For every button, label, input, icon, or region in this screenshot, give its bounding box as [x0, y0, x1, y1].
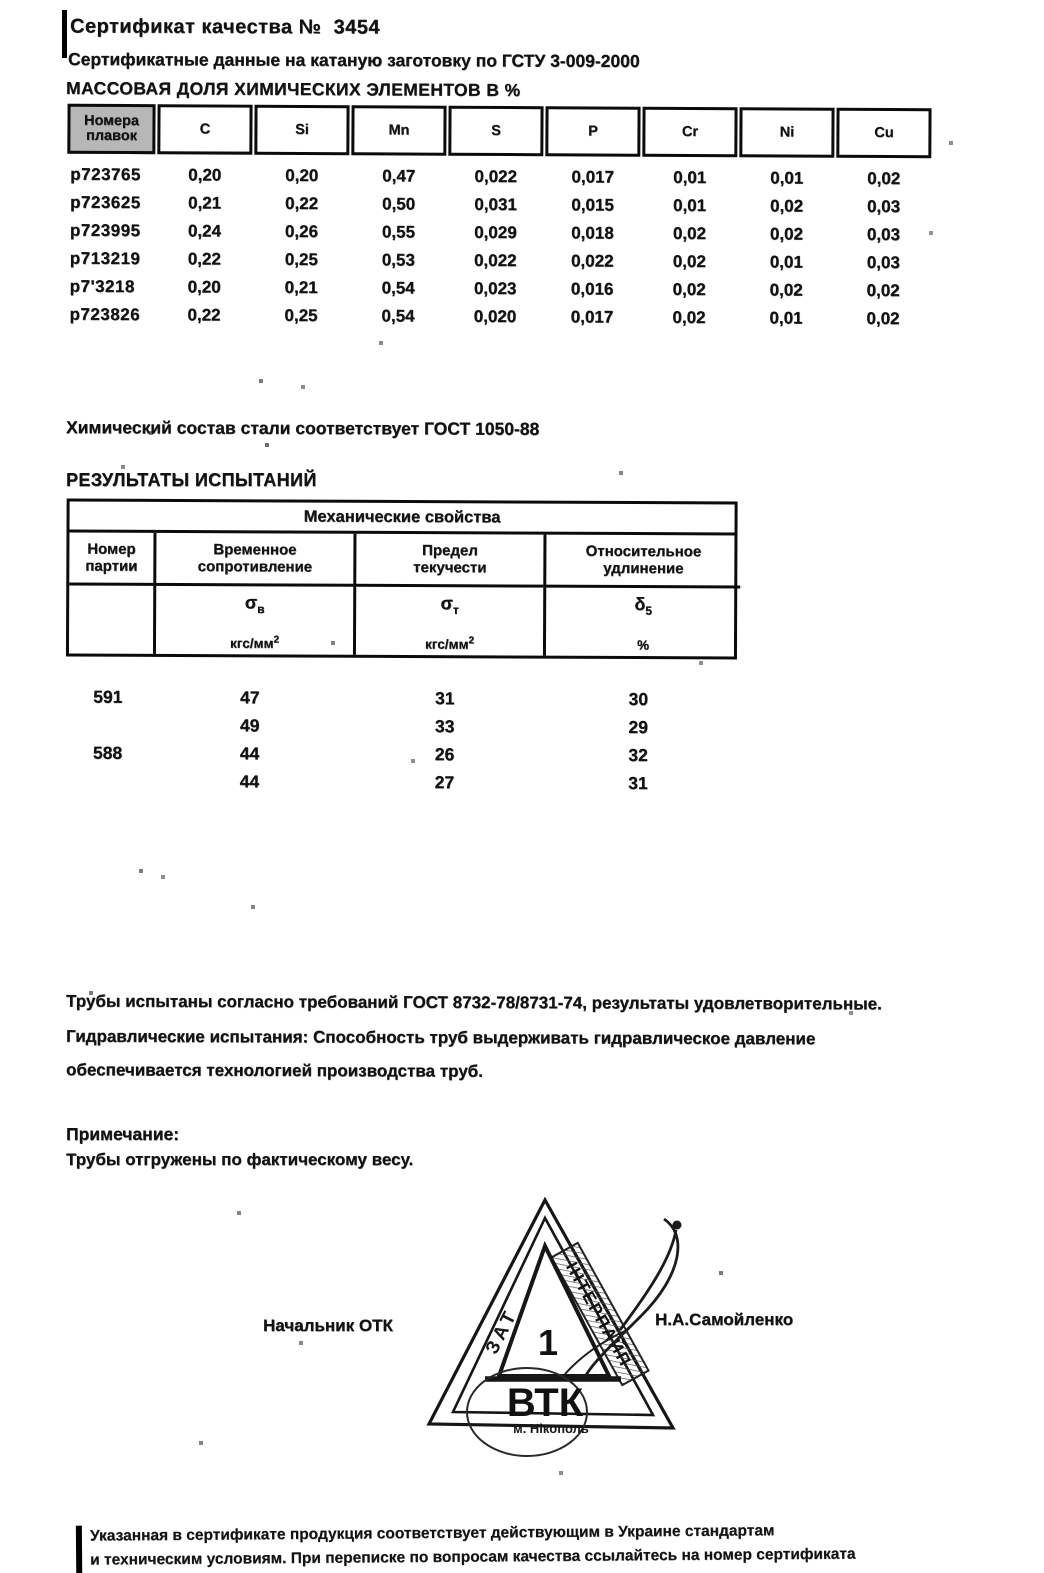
- chem-cell: 0,02: [866, 280, 900, 301]
- chem-compliance-note: Химический состав стали соответствует ГОСТ 1050-88: [65, 417, 540, 439]
- chem-cell: 0,50: [381, 194, 416, 214]
- mech-cell: 31: [628, 772, 648, 794]
- chem-cell: 0,02: [769, 224, 804, 244]
- chem-cell: 0,24: [187, 221, 222, 241]
- mech-units-tensile: [153, 586, 353, 655]
- mech-cell: 33: [434, 716, 455, 737]
- chem-header-c: C: [157, 104, 252, 154]
- chem-cell: 0,01: [769, 252, 803, 272]
- chem-cell: 0,21: [284, 277, 318, 298]
- chem-cell: 0,25: [284, 305, 318, 326]
- chem-header-mn: Mn: [351, 105, 446, 155]
- chem-cell: 0,016: [570, 279, 614, 299]
- certificate-title: Сертификат качества № 3454: [69, 15, 381, 39]
- stamp-zat-text: ЗАТ: [481, 1305, 523, 1358]
- stamp-vtk-text: ВТК: [506, 1381, 584, 1425]
- delta-symbol: $\delta_5$: [634, 594, 652, 618]
- chem-header-s: S: [448, 106, 543, 156]
- chem-cell: 0,023: [473, 278, 517, 299]
- sigma-b-symbol: $\sigma_в$: [244, 592, 265, 616]
- mech-column-header-row: [69, 533, 734, 589]
- chem-cell: 0,22: [284, 193, 319, 214]
- scan-noise: [0, 0, 2, 2]
- mech-header-label: Относительное удлинение: [585, 542, 702, 578]
- mechanical-properties-table: [65, 499, 737, 795]
- chem-header-cr: Cr: [642, 107, 737, 157]
- stamp-number: 1: [537, 1322, 559, 1363]
- chem-cell: 0,02: [866, 308, 900, 329]
- mech-header-batch: Номер партии: [69, 533, 153, 586]
- chem-table-header-row: [66, 104, 934, 159]
- stamp-company-text: ІНТЕРПАЙП: [562, 1258, 636, 1371]
- chem-cell: 0,22: [187, 305, 221, 325]
- chem-header-cu: Cu: [836, 108, 931, 158]
- chem-cell: 0,21: [187, 193, 222, 213]
- mech-units-elongation: [543, 588, 740, 657]
- chem-table-body: [65, 165, 934, 330]
- sigma-t-symbol: $\sigma_т$: [440, 593, 459, 617]
- mech-units-yield: [353, 587, 543, 656]
- stamp-company-band: [551, 1243, 648, 1385]
- chem-cell: 0,02: [672, 307, 706, 328]
- chem-cell: 0,017: [571, 167, 615, 187]
- chem-table-title: МАССОВАЯ ДОЛЯ ХИМИЧЕСКИХ ЭЛЕМЕНТОВ В %: [65, 78, 521, 100]
- chem-cell: 0,03: [866, 252, 900, 273]
- chem-cell: р7'3218: [69, 276, 135, 297]
- chem-cell: 0,01: [672, 195, 707, 216]
- chem-cell: 0,26: [284, 221, 319, 242]
- mech-header-label: Предел текучести: [413, 542, 487, 577]
- mech-cell: 32: [628, 744, 648, 766]
- chem-header-melt-numbers: Номера плавок: [67, 104, 155, 154]
- chem-cell: 0,02: [672, 279, 706, 300]
- chem-cell: 0,02: [769, 280, 803, 300]
- mech-units-empty: [69, 586, 153, 654]
- chem-header-p: P: [545, 106, 640, 156]
- elongation-unit: %: [636, 637, 650, 653]
- note-heading: Примечание:: [66, 1124, 180, 1144]
- stamp-city-text: м. Нікополь: [513, 1421, 589, 1436]
- chem-cell: 0,20: [188, 165, 222, 185]
- chem-cell: 0,25: [284, 249, 318, 270]
- chem-cell: 0,015: [571, 195, 614, 215]
- vtk-stamp: [415, 1182, 715, 1462]
- chem-cell: 0,03: [866, 196, 901, 217]
- mech-cell: 591: [93, 686, 123, 707]
- chem-cell: р713219: [69, 248, 141, 269]
- chem-cell: 0,01: [769, 308, 803, 328]
- mech-table-body: [65, 687, 736, 795]
- chem-cell: р723995: [69, 220, 141, 241]
- chem-cell: 0,02: [672, 251, 706, 272]
- chem-cell: 0,03: [866, 224, 901, 245]
- scan-edge-mark: [62, 10, 67, 58]
- chem-cell: 0,031: [474, 194, 517, 215]
- mech-cell: 588: [92, 742, 123, 763]
- mech-header-yield: [353, 534, 543, 588]
- chem-cell: 0,55: [381, 222, 416, 242]
- chem-cell: р723765: [70, 164, 141, 185]
- chem-cell: 0,017: [570, 307, 614, 327]
- mech-cell: 31: [434, 688, 455, 709]
- chem-cell: 0,54: [381, 278, 415, 298]
- chem-cell: 0,022: [473, 250, 517, 271]
- mech-header-label: Временное сопротивление: [197, 541, 313, 576]
- mech-cell: [65, 771, 149, 792]
- chem-cell: р723625: [70, 192, 141, 213]
- mech-header-elongation: [543, 535, 740, 589]
- pipes-tested-text: Трубы испытаны согласно требований ГОСТ 8732-78/8731-74, результаты удовлетворительные.: [65, 991, 882, 1014]
- signer-name: Н.А.Самойленко: [655, 1310, 794, 1329]
- chem-cell: р723826: [69, 304, 141, 325]
- mech-cell: 30: [628, 688, 649, 710]
- otk-chief-label: Начальник ОТК: [263, 1316, 393, 1335]
- chem-cell: 0,02: [672, 223, 707, 244]
- footer-line-1: Указанная в сертификате продукция соответствует действующим в Украине стандартам: [89, 1522, 775, 1545]
- hydraulic-test-text-2: обеспечивается технологией производства труб.: [65, 1060, 483, 1081]
- mech-cell: 44: [239, 743, 260, 764]
- mech-cell: 49: [239, 715, 260, 736]
- footer-note: [76, 1514, 1026, 1569]
- chem-cell: 0,47: [382, 166, 416, 186]
- chem-cell: 0,20: [187, 277, 221, 297]
- chemical-composition-table: [65, 104, 934, 330]
- chem-cell: 0,53: [381, 250, 415, 270]
- mech-units-row: [69, 586, 734, 657]
- mech-span-header: Механические свойства: [69, 502, 734, 536]
- chem-cell: 0,02: [867, 168, 901, 189]
- mech-cell: [66, 715, 150, 736]
- chem-header-ni: Ni: [739, 107, 834, 157]
- certificate-subtitle: Сертификатные данные на катаную заготовку по ГСТУ 3-009-2000: [67, 49, 640, 71]
- footer-line-2: и техническим условиям. При переписке по вопросам качества ссылайтесь на номер сертификата: [90, 1545, 856, 1569]
- note-text: Трубы отгружены по фактическому весу.: [66, 1150, 414, 1169]
- chem-cell: 0,54: [381, 306, 415, 326]
- tensile-unit: кгс/$мм^2$: [229, 633, 280, 651]
- chem-cell: 0,01: [770, 168, 804, 188]
- chem-cell: 0,022: [570, 251, 614, 271]
- mech-cell: 47: [239, 687, 260, 708]
- chem-cell: 0,20: [285, 165, 319, 186]
- mech-cell: 44: [239, 771, 260, 792]
- yield-unit: кгс/$мм^2$: [424, 634, 475, 652]
- chem-cell: 0,020: [473, 306, 517, 327]
- mech-header-tensile: [153, 533, 353, 587]
- test-results-heading: РЕЗУЛЬТАТЫ ИСПЫТАНИЙ: [66, 470, 317, 490]
- mech-cell: 27: [434, 772, 455, 793]
- chem-cell: 0,01: [673, 167, 707, 188]
- mech-cell: 29: [628, 716, 648, 738]
- hydraulic-test-text-1: Гидравлические испытания: Способность труб выдерживать гидравлическое давление: [65, 1026, 816, 1049]
- chem-cell: 0,022: [474, 166, 518, 187]
- chem-cell: 0,018: [571, 223, 614, 243]
- chem-header-si: Si: [254, 105, 349, 155]
- mech-table-header-box: [66, 499, 738, 660]
- chem-cell: 0,22: [187, 249, 221, 269]
- chem-cell: 0,02: [769, 196, 804, 216]
- footer-edge-mark: [76, 1526, 82, 1573]
- mech-cell: 26: [434, 744, 455, 765]
- chem-cell: 0,029: [474, 222, 517, 243]
